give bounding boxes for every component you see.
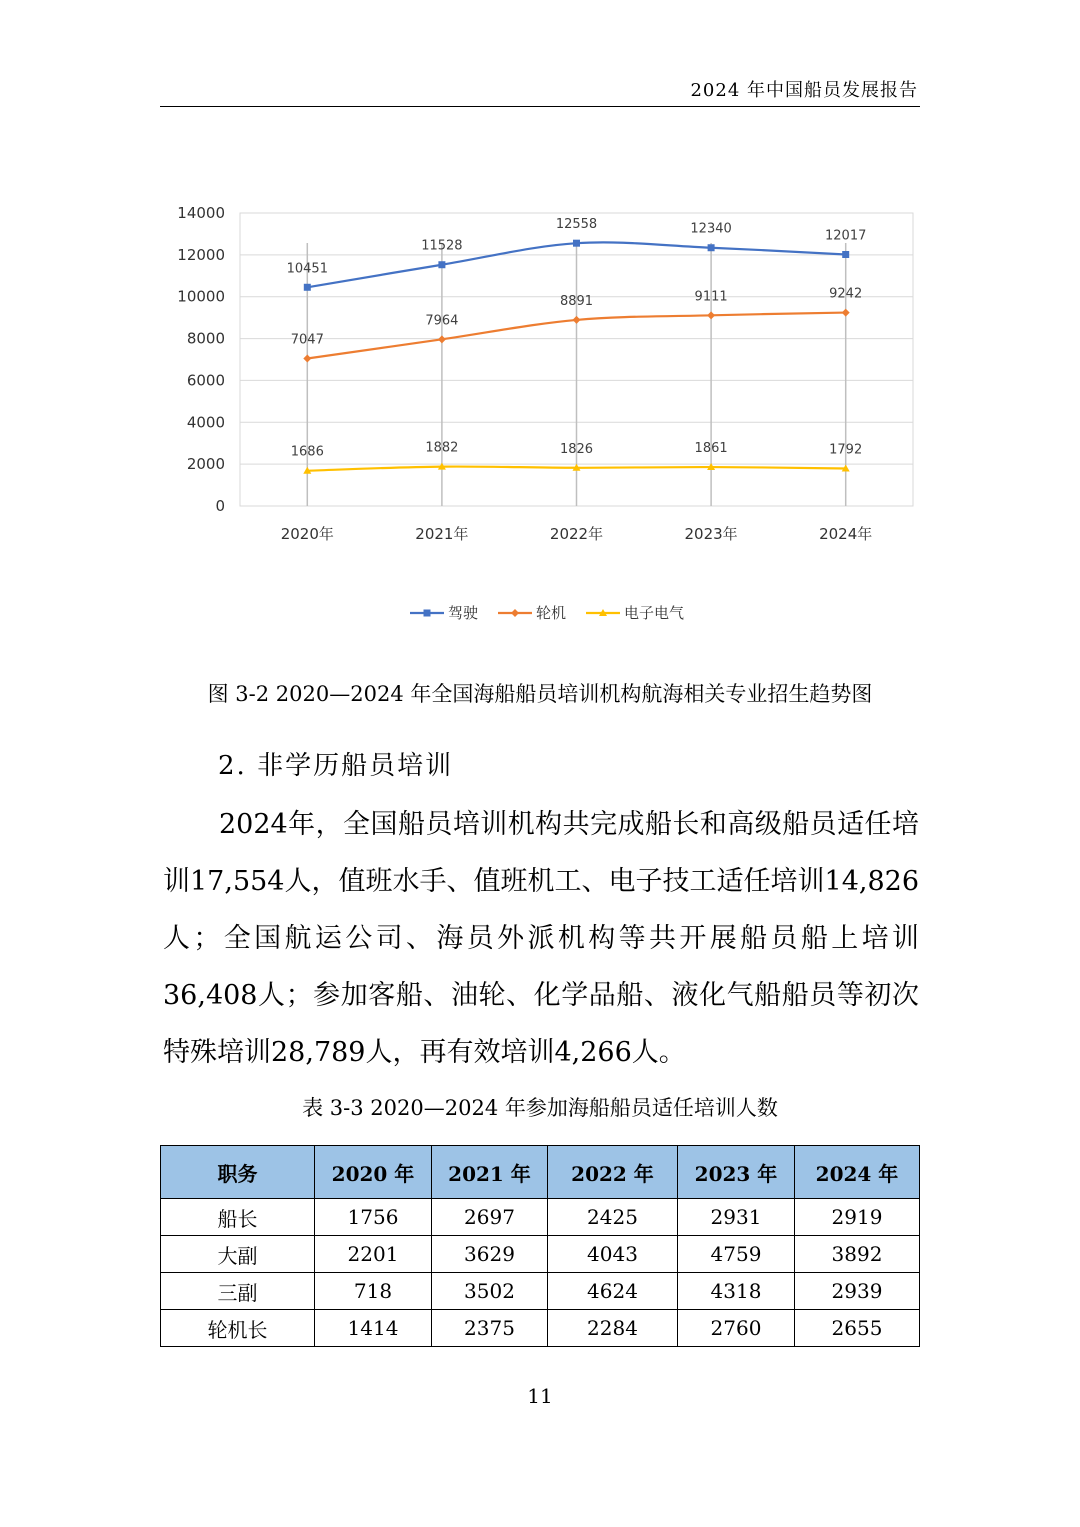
table-cell: 718 — [315, 1273, 432, 1310]
header-cell-2021: 2021 年 — [432, 1146, 548, 1199]
x-tick-label: 2023年 — [684, 525, 738, 543]
legend-label: 轮机 — [536, 604, 567, 622]
data-label: 12558 — [555, 217, 598, 233]
table-cell: 4318 — [678, 1273, 795, 1310]
table-cell: 3629 — [432, 1236, 548, 1273]
table-cell: 2201 — [315, 1236, 432, 1273]
data-point — [304, 284, 311, 291]
y-tick-label: 6000 — [186, 371, 225, 390]
data-point — [573, 240, 580, 247]
training-table — [160, 1145, 920, 1347]
header-title: 2024 年中国船员发展报告 — [690, 80, 918, 101]
y-tick-label: 2000 — [186, 455, 225, 474]
table-cell: 船长 — [161, 1199, 315, 1236]
table-row — [161, 1199, 920, 1236]
data-point — [438, 335, 446, 343]
x-tick-label: 2024年 — [819, 525, 873, 543]
table-cell: 2697 — [432, 1199, 548, 1236]
legend-label: 电子电气 — [624, 604, 685, 622]
data-point — [708, 244, 715, 251]
legend-marker — [511, 609, 519, 617]
data-label: 1861 — [694, 441, 728, 457]
table-cell: 3502 — [432, 1273, 548, 1310]
data-label: 9111 — [694, 289, 728, 305]
section-heading: 2. 非学历船员培训 — [218, 751, 454, 781]
table-caption: 表 3-3 2020—2024 年参加海船船员适任培训人数 — [302, 1096, 778, 1120]
header-cell-2024: 2024 年 — [795, 1146, 920, 1199]
table-cell: 三副 — [161, 1273, 315, 1310]
table-cell: 2939 — [795, 1273, 920, 1310]
table-cell: 3892 — [795, 1236, 920, 1273]
data-label: 11528 — [421, 238, 463, 254]
table-cell: 2760 — [678, 1310, 795, 1347]
table-row — [161, 1273, 920, 1310]
table-cell: 4759 — [678, 1236, 795, 1273]
body-paragraph: 2024年，全国船员培训机构共完成船长和高级船员适任培训17,554人，值班水手、值班机工、电子技工适任培训14,826人；全国航运公司、海员外派机构等共开展船员船上培训36,408人；参加客船、油轮、化学品船、液化气船船员等初次特殊培训28,789人，再有效培训4,266人。 — [163, 809, 919, 1068]
table-cell: 4043 — [548, 1236, 678, 1273]
table-cell: 大副 — [161, 1236, 315, 1273]
table-cell: 2919 — [795, 1199, 920, 1236]
y-tick-label: 8000 — [186, 329, 225, 348]
enrollment-trend-chart — [0, 0, 1080, 660]
data-point — [842, 251, 849, 258]
y-tick-label: 4000 — [186, 413, 225, 432]
legend-marker — [424, 610, 431, 617]
y-tick-label: 14000 — [177, 204, 225, 222]
table-cell: 2284 — [548, 1310, 678, 1347]
header-cell-2020: 2020 年 — [315, 1146, 432, 1199]
table-cell: 2931 — [678, 1199, 795, 1236]
data-point — [303, 355, 311, 363]
data-label: 1882 — [425, 440, 459, 456]
data-label: 10451 — [286, 261, 328, 277]
table-row — [161, 1310, 920, 1347]
header-cell-2023: 2023 年 — [678, 1146, 795, 1199]
data-label: 1826 — [559, 441, 594, 457]
data-label: 1792 — [829, 442, 863, 458]
y-tick-label: 0 — [215, 497, 225, 515]
data-label: 1686 — [290, 444, 324, 460]
y-tick-label: 10000 — [177, 287, 225, 306]
table-cell: 1414 — [315, 1310, 432, 1347]
table-cell: 2375 — [432, 1310, 548, 1347]
table-row — [161, 1236, 920, 1273]
table-cell: 4624 — [548, 1273, 678, 1310]
figure-caption: 图 3-2 2020—2024 年全国海船船员培训机构航海相关专业招生趋势图 — [207, 682, 873, 706]
data-point — [707, 311, 715, 319]
data-label: 7964 — [425, 313, 459, 329]
table-header-row — [161, 1146, 920, 1199]
table-cell: 2425 — [548, 1199, 678, 1236]
data-label: 12340 — [690, 221, 732, 237]
data-point — [842, 309, 850, 317]
page-number: 11 — [527, 1384, 553, 1408]
table-cell: 1756 — [315, 1199, 432, 1236]
data-point — [573, 316, 581, 324]
table-cell: 2655 — [795, 1310, 920, 1347]
x-tick-label: 2020年 — [280, 525, 334, 543]
data-point — [438, 261, 445, 268]
header-cell-role: 职务 — [161, 1146, 315, 1199]
x-tick-label: 2022年 — [549, 525, 604, 543]
legend-label: 驾驶 — [448, 604, 479, 622]
x-tick-label: 2021年 — [415, 525, 469, 543]
data-label: 9242 — [829, 286, 863, 302]
data-label: 8891 — [559, 293, 594, 309]
data-label: 7047 — [290, 332, 324, 348]
table-cell: 轮机长 — [161, 1310, 315, 1347]
y-tick-label: 12000 — [177, 245, 225, 264]
data-label: 12017 — [825, 228, 867, 244]
header-cell-2022: 2022 年 — [548, 1146, 678, 1199]
